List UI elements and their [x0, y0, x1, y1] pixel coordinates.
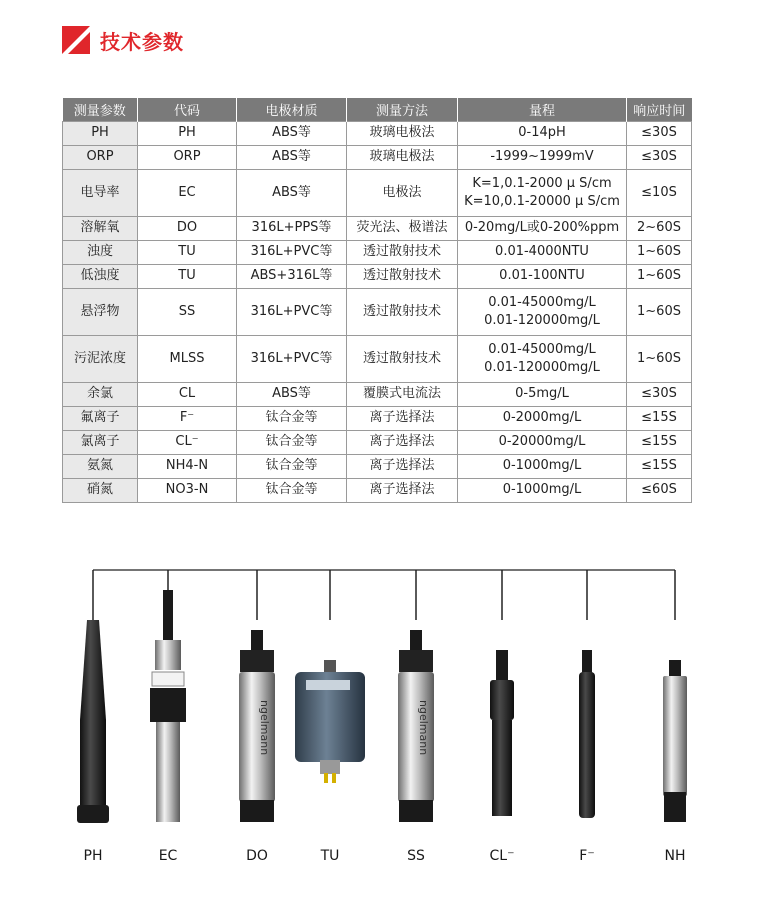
cell-param: 低浊度 [63, 264, 138, 288]
cell-method: 玻璃电极法 [347, 145, 458, 169]
cell-code: TU [138, 240, 237, 264]
table-row [63, 121, 692, 145]
page-title: 技术参数 [100, 29, 184, 54]
cell-method: 透过散射技术 [347, 288, 458, 335]
range-line: K=1,0.1-2000 μ S/cm [472, 175, 612, 191]
table-header-row [63, 98, 692, 121]
svg-text:ngelmann: ngelmann [258, 700, 271, 756]
table-row [63, 382, 692, 406]
range-line: 0.01-100NTU [499, 268, 585, 283]
range-line: 0.01-120000mg/L [484, 312, 600, 328]
cell-method: 离子选择法 [347, 430, 458, 454]
cell-param: 溶解氧 [63, 216, 138, 240]
cell-response: 2~60S [627, 216, 692, 240]
table-row [63, 335, 692, 382]
cell-response: ≤60S [627, 478, 692, 502]
range-line: 0-2000mg/L [502, 410, 582, 425]
cell-code: CL [138, 382, 237, 406]
cell-range [458, 406, 627, 430]
range-line: K=10,0.1-20000 μ S/cm [464, 193, 620, 209]
cell-code: TU [138, 264, 237, 288]
cell-param: 悬浮物 [63, 288, 138, 335]
table-row [63, 288, 692, 335]
cell-param: 氟离子 [63, 406, 138, 430]
range-line: 0.01-45000mg/L [488, 341, 596, 357]
table-row [63, 240, 692, 264]
table-row [63, 406, 692, 430]
table-body [63, 121, 692, 502]
range-line: 0.01-4000NTU [495, 244, 589, 259]
sensor-thin [579, 570, 595, 818]
cell-range [458, 454, 627, 478]
cell-material: 钛合金等 [237, 454, 347, 478]
range-line: 0.01-45000mg/L [488, 294, 596, 310]
cell-method: 覆膜式电流法 [347, 382, 458, 406]
cell-response: ≤15S [627, 406, 692, 430]
spec-table [62, 98, 692, 503]
cell-code: F⁻ [138, 406, 237, 430]
range-line: -1999~1999mV [490, 149, 594, 164]
cell-param: 余氯 [63, 382, 138, 406]
sensor-label-thin: F⁻ [579, 848, 595, 864]
sensor-label-ec: EC [158, 848, 178, 864]
range-line: 0-20mg/L或0-200%ppm [464, 220, 620, 235]
cell-param: 浊度 [63, 240, 138, 264]
cell-param: 氨氮 [63, 454, 138, 478]
cell-method: 电极法 [347, 169, 458, 216]
cell-material: ABS等 [237, 169, 347, 216]
cell-code: ORP [138, 145, 237, 169]
cell-method: 透过散射技术 [347, 240, 458, 264]
cell-material: ABS等 [237, 121, 347, 145]
sensor-label-tu: TU [320, 848, 340, 864]
cell-range [458, 240, 627, 264]
cell-response: 1~60S [627, 288, 692, 335]
cell-response: ≤15S [627, 430, 692, 454]
table-row [63, 216, 692, 240]
col-header-material: 电极材质 [237, 98, 347, 121]
cell-range [458, 430, 627, 454]
cell-param: 氯离子 [63, 430, 138, 454]
cell-material: 316L+PPS等 [237, 216, 347, 240]
cell-response: 1~60S [627, 264, 692, 288]
sensor-ec [150, 570, 186, 822]
col-header-code: 代码 [138, 98, 237, 121]
cell-response: 1~60S [627, 240, 692, 264]
cell-range [458, 216, 627, 240]
cell-material: ABS等 [237, 382, 347, 406]
cell-response: ≤30S [627, 382, 692, 406]
cell-range [458, 288, 627, 335]
range-line: 0-1000mg/L [502, 458, 582, 473]
cell-code: SS [138, 288, 237, 335]
cell-range [458, 121, 627, 145]
cell-range [458, 264, 627, 288]
range-line: 0.01-120000mg/L [484, 359, 600, 375]
cell-param: 硝氮 [63, 478, 138, 502]
cell-method: 离子选择法 [347, 406, 458, 430]
cell-material: 316L+PVC等 [237, 335, 347, 382]
table-row [63, 430, 692, 454]
brand-logo-icon [62, 26, 90, 54]
svg-text:ngelmann: ngelmann [417, 700, 430, 756]
cell-material: ABS等 [237, 145, 347, 169]
cell-code: MLSS [138, 335, 237, 382]
cell-code: DO [138, 216, 237, 240]
cell-range [458, 169, 627, 216]
cell-code: NH4-N [138, 454, 237, 478]
sensor-label-black: CL⁻ [489, 848, 515, 864]
cell-material: 316L+PVC等 [237, 240, 347, 264]
cell-response: ≤15S [627, 454, 692, 478]
cell-method: 透过散射技术 [347, 264, 458, 288]
sensor-nh [663, 570, 687, 822]
cell-response: ≤10S [627, 169, 692, 216]
cell-code: NO3-N [138, 478, 237, 502]
col-header-param: 测量参数 [63, 98, 138, 121]
sensor-label-steel: SS [407, 848, 425, 864]
cell-param: PH [63, 121, 138, 145]
table-row [63, 478, 692, 502]
sensor-label-ph: PH [83, 848, 103, 864]
cell-response: 1~60S [627, 335, 692, 382]
cell-param: 污泥浓度 [63, 335, 138, 382]
sensor-tu [295, 570, 365, 783]
col-header-response: 响应时间 [627, 98, 692, 121]
cell-method: 离子选择法 [347, 454, 458, 478]
cell-response: ≤30S [627, 121, 692, 145]
cell-method: 玻璃电极法 [347, 121, 458, 145]
table-row [63, 264, 692, 288]
range-line: 0-5mg/L [515, 386, 569, 401]
cell-method: 荧光法、极谱法 [347, 216, 458, 240]
cell-response: ≤30S [627, 145, 692, 169]
table-row [63, 145, 692, 169]
col-header-method: 测量方法 [347, 98, 458, 121]
cell-param: ORP [63, 145, 138, 169]
cell-range [458, 382, 627, 406]
cell-method: 透过散射技术 [347, 335, 458, 382]
range-line: 0-1000mg/L [502, 482, 582, 497]
range-line: 0-20000mg/L [498, 434, 586, 449]
table-row [63, 169, 692, 216]
sensor-gallery [0, 560, 757, 880]
cell-param: 电导率 [63, 169, 138, 216]
sensor-label-nh: NH [664, 848, 686, 864]
cell-material: ABS+316L等 [237, 264, 347, 288]
cell-code: EC [138, 169, 237, 216]
cell-range [458, 145, 627, 169]
section-header [62, 24, 184, 56]
cell-material: 316L+PVC等 [237, 288, 347, 335]
sensor-ph [77, 570, 109, 823]
sensor-steel [239, 570, 275, 822]
sensor-illustrations [0, 560, 757, 860]
col-header-range: 量程 [458, 98, 627, 121]
cell-code: CL⁻ [138, 430, 237, 454]
sensor-black [490, 570, 514, 816]
cell-method: 离子选择法 [347, 478, 458, 502]
range-line: 0-14pH [518, 125, 566, 140]
cell-code: PH [138, 121, 237, 145]
cell-material: 钛合金等 [237, 430, 347, 454]
cell-range [458, 478, 627, 502]
table-row [63, 454, 692, 478]
sensor-label-steel: DO [246, 848, 268, 864]
sensor-steel [398, 570, 434, 822]
cell-range [458, 335, 627, 382]
cell-material: 钛合金等 [237, 478, 347, 502]
cell-material: 钛合金等 [237, 406, 347, 430]
